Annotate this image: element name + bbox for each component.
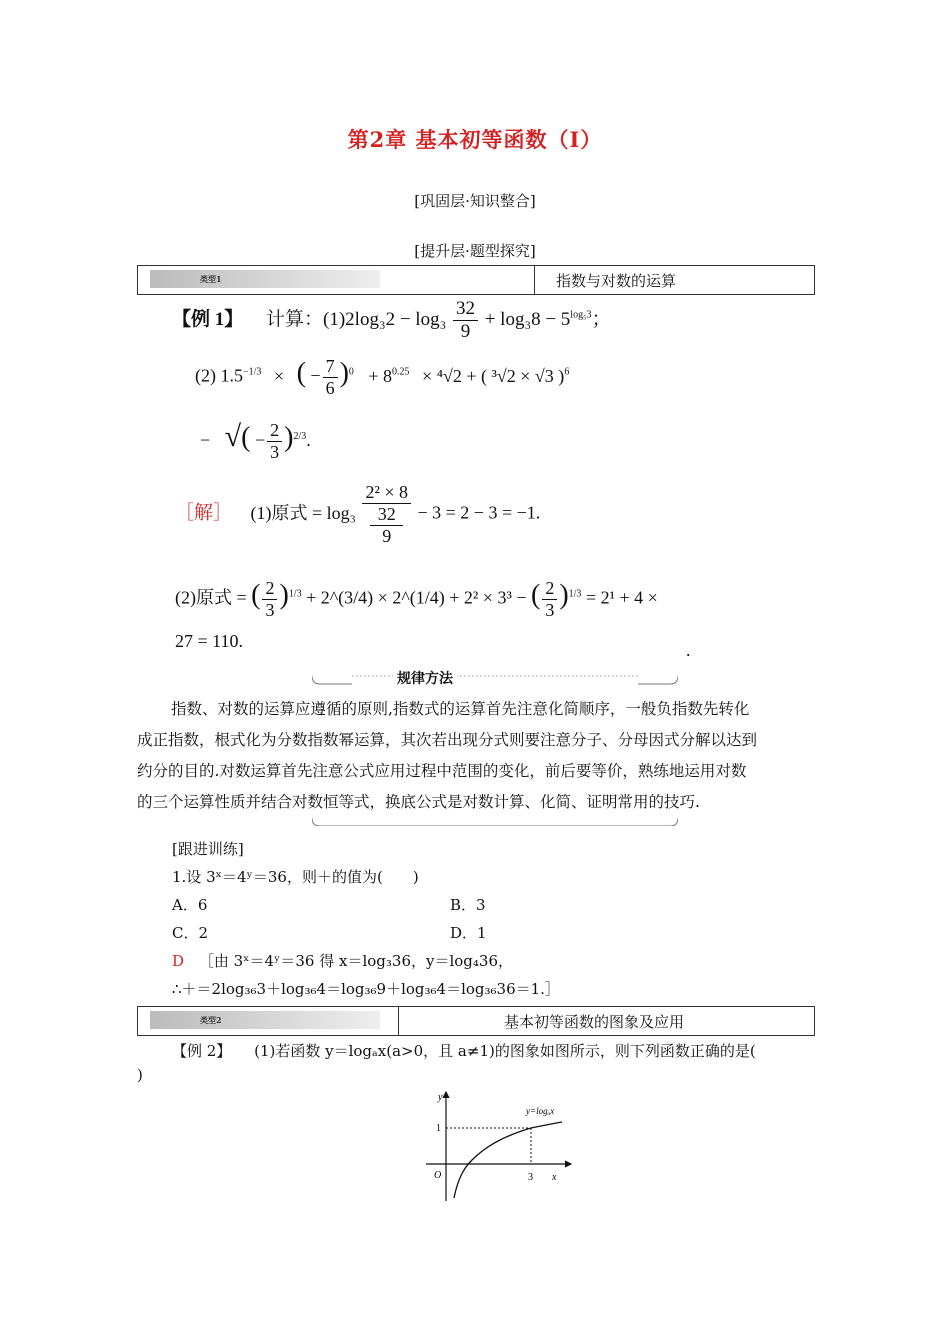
sol2-frac: $\frac{2}{3}$ bbox=[262, 578, 277, 621]
option-d: D．1 bbox=[450, 924, 487, 942]
practice-header: [跟进训练] bbox=[172, 840, 244, 858]
sol1-frac: 2² × 8 32 9 bbox=[362, 482, 411, 547]
method-line-3: 约分的目的.对数运算首先注意公式应用过程中范围的变化，前后要等价，熟练地运用对数 bbox=[137, 762, 747, 780]
origin-label: O bbox=[434, 1170, 442, 1181]
q2-text: (2) 1.5 bbox=[195, 365, 243, 386]
type2-label: 基本初等函数的图象及应用 bbox=[504, 1013, 685, 1031]
page-title: 第2章 基本初等函数（Ⅰ） bbox=[347, 127, 603, 152]
example1-line1 bbox=[172, 298, 611, 343]
answer-letter: D bbox=[172, 952, 185, 970]
method-line-1: 指数、对数的运算应遵循的原则,指数式的运算首先注意化简顺序，一般负指数先转化 bbox=[171, 700, 750, 718]
example2-line1 bbox=[172, 1040, 756, 1061]
q2-mid3: × ⁴√2 + ( ³√2 × √3 ) bbox=[422, 365, 565, 386]
method-line-2: 成正指数，根式化为分数指数幂运算，其次若出现分式则要注意分子、分母因式分解以达到 bbox=[137, 731, 758, 749]
example1-q1-expr: 2log₃2 − log₃ bbox=[345, 308, 447, 330]
sol1-prefix: (1)原式 = log₃ bbox=[250, 502, 356, 523]
section-improvement: [提升层·题型探究] bbox=[414, 242, 536, 260]
solution2-line2: 27 = 110. bbox=[175, 631, 243, 651]
sol1-tail: − 3 = 2 − 3 = −1. bbox=[417, 502, 541, 523]
example1-q1-prefix: 计算：(1) bbox=[266, 308, 346, 330]
type2-tag: 类型2 bbox=[150, 1011, 380, 1029]
x-axis-label: x bbox=[552, 1172, 557, 1183]
q2-mid2: + 8 bbox=[368, 365, 393, 386]
option-b: B．3 bbox=[450, 896, 486, 914]
example1-line2: (2) $1.5^{-1/3}$ × ( − $\frac{7}{6}$ )$^0 + 8^{0.25} \times ^4√2$ + ( ³√2 × √3 )$^6$ bbox=[195, 356, 570, 398]
example2-line2: ) bbox=[137, 1066, 143, 1084]
type1-bar bbox=[137, 265, 815, 295]
example1-q1-sup: log₅3 bbox=[570, 309, 592, 321]
y-axis-label: y bbox=[438, 1092, 443, 1103]
answer-text1: ［由 3ˣ＝4ʸ＝36 得 x＝log₃36，y＝log₄36， bbox=[198, 952, 513, 970]
curve-label: y=logₐx bbox=[526, 1106, 555, 1116]
sol2-sup13b: 1/3 bbox=[568, 588, 582, 600]
sol2-sup13: 1/3 bbox=[288, 588, 302, 600]
sol2-frac2: $\frac{2}{3}$ bbox=[542, 578, 557, 621]
q2-sup6: 6 bbox=[564, 366, 570, 378]
example1-q1-end: ； bbox=[591, 308, 611, 330]
q2-frac2: $\frac{2}{3}$ bbox=[267, 420, 282, 463]
example1-line3: − √( − $\frac{2}{3}$ )$^{2/3}$. bbox=[200, 420, 311, 463]
sol2-tail: = 2¹ + 4 × bbox=[585, 587, 658, 608]
practice-question: 1.设 3ˣ＝4ʸ＝36，则＋的值为( ) bbox=[172, 868, 419, 886]
solution1 bbox=[175, 482, 540, 547]
answer-line1 bbox=[172, 950, 513, 971]
log-graph bbox=[416, 1086, 580, 1206]
type1-label: 指数与对数的运算 bbox=[556, 272, 677, 290]
sol2-prefix: (2)原式 = bbox=[175, 587, 247, 608]
method-line-4: 的三个运算性质并结合对数恒等式，换底公式是对数计算、化简、证明常用的技巧. bbox=[137, 793, 700, 811]
q2-line2-end: . bbox=[306, 430, 311, 450]
solution-label: ［解］ bbox=[175, 502, 233, 524]
option-a: A．6 bbox=[172, 896, 208, 914]
q2-sup23: 2/3 bbox=[293, 431, 307, 442]
q2-sup0: 0 bbox=[348, 366, 354, 378]
solution2: (2)原式 = ( $\frac{2}{3}$ )$^{1/3}$ + 2^(3/4) × 2^(1/4) + 2² × 3³ − ( $\frac{2}{3}$ )$^{1/3}$ = 2¹ + 4 × bbox=[175, 578, 658, 620]
log-curve bbox=[454, 1122, 562, 1198]
tick-x-3: 3 bbox=[528, 1172, 533, 1183]
answer-line2: ∴＋＝2log₃₆3＋log₃₆4＝log₃₆9＋log₃₆4＝log₃₆36＝1.］ bbox=[172, 980, 560, 998]
type1-tag: 类型1 bbox=[150, 270, 380, 288]
q2-frac: $\frac{7}{6}$ bbox=[323, 356, 338, 399]
example1-bracket: 【例 1】 bbox=[172, 308, 244, 330]
tick-y-1: 1 bbox=[436, 1123, 441, 1134]
q2-line2-prefix: − bbox=[200, 430, 211, 450]
example2-label: 【例 2】 bbox=[172, 1042, 232, 1060]
q2-sup1: −1/3 bbox=[243, 366, 262, 378]
example1-q1-frac: $\frac{32}{9}$ bbox=[453, 298, 478, 343]
sol2-mid: + 2^(3/4) × 2^(1/4) + 2² × 3³ − bbox=[306, 587, 527, 608]
q2-mid1: × bbox=[273, 365, 285, 386]
type2-bar bbox=[137, 1006, 815, 1036]
method-title: 规律方法 bbox=[393, 668, 457, 688]
solution-dot: . bbox=[686, 640, 691, 660]
section-consolidation: [巩固层·知识整合] bbox=[414, 192, 536, 210]
example1-q1-tail: + log₃8 − 5 bbox=[484, 308, 571, 330]
q2-sup2: 0.25 bbox=[392, 366, 410, 378]
example2-text: (1)若函数 y＝logₐx(a>0，且 a≠1)的图象如图所示，则下列函数正确的是( bbox=[254, 1042, 756, 1060]
option-c: C．2 bbox=[172, 924, 209, 942]
